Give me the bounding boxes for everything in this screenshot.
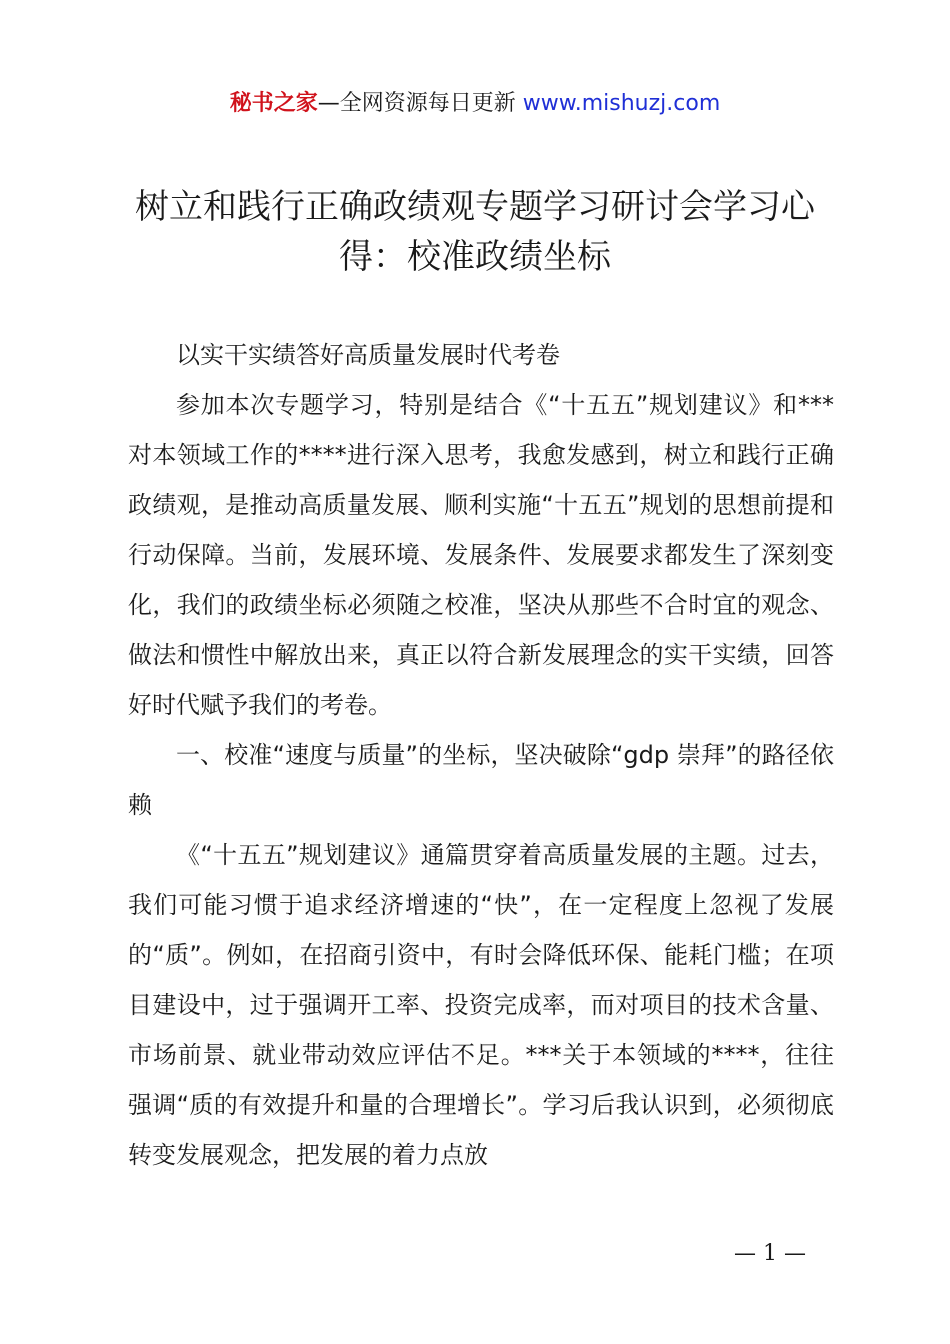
paragraph-section-1: 《“十五五”规划建议》通篇贯穿着高质量发展的主题。过去，我们可能习惯于追求经济增速的“快”，在一定程度上忽视了发展的“质”。例如，在招商引资中，有时会降低环保、能耗门槛；在项目建设中，过于强调开工率、投资完成率，而对项目的技术含量、市场前景、就业带动效应评估不足。***关于本领域的****，往往强调“质的有效提升和量的合理增长”。学习后我认识到，必须彻底转变发展观念，把发展的着力点放: [128, 841, 834, 1169]
brand-name: 秘书之家: [229, 91, 318, 116]
header-slogan: —全网资源每日更新: [317, 91, 523, 116]
paragraph-intro: 参加本次专题学习，特别是结合《“十五五”规划建议》和***对本领域工作的****进行深入思考，我愈发感到，树立和践行正确政绩观，是推动高质量发展、顺利实施“十五五”规划的思想前提和行动保障。当前，发展环境、发展条件、发展要求都发生了深刻变化，我们的政绩坐标必须随之校准，坚决从那些不合时宜的观念、做法和惯性中解放出来，真正以符合新发展理念的实干实绩，回答好时代赋予我们的考卷。: [128, 391, 834, 719]
page-number: — 1 —: [734, 1241, 806, 1266]
section-heading-1: 一、校准“速度与质量”的坐标，坚决破除“gdp 崇拜”的路径依赖: [128, 741, 834, 819]
header-url[interactable]: www.mishuzj.com: [522, 91, 721, 116]
document-body: [128, 330, 834, 1180]
paragraph-subtitle: 以实干实绩答好高质量发展时代考卷: [176, 341, 560, 369]
document-title: 树立和践行正确政绩观专题学习研讨会学习心得：校准政绩坐标: [135, 187, 815, 277]
site-header: [0, 88, 950, 120]
